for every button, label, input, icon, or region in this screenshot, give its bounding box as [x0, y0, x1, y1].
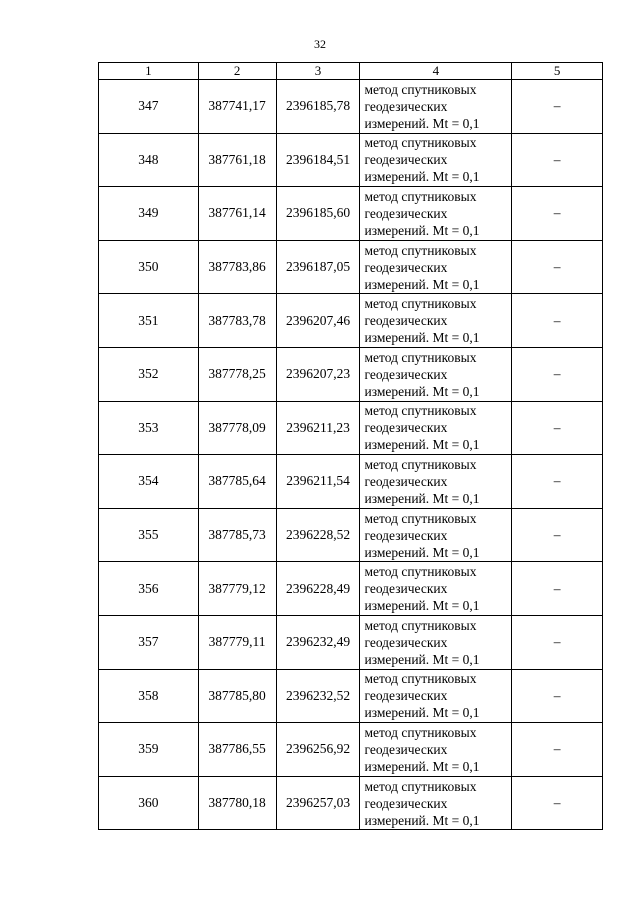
- note-cell: –: [512, 80, 603, 134]
- point-number-cell: 348: [99, 133, 199, 187]
- method-line: измерений. Mt = 0,1: [364, 812, 480, 828]
- method-line: метод спутниковых: [364, 564, 477, 580]
- table-body: [99, 80, 603, 830]
- method-line: измерений. Mt = 0,1: [364, 383, 480, 399]
- note-cell: –: [512, 455, 603, 509]
- table-header-row: [99, 63, 603, 80]
- method-cell: [360, 508, 512, 562]
- method-line: метод спутниковых: [364, 617, 477, 633]
- method-line: геодезических: [364, 741, 448, 757]
- table-row: [99, 455, 603, 509]
- x-coordinate-cell: 387780,18: [198, 776, 276, 830]
- method-line: геодезических: [364, 634, 448, 650]
- method-line: измерений. Mt = 0,1: [364, 705, 480, 721]
- point-number-cell: 353: [99, 401, 199, 455]
- point-number-cell: 350: [99, 240, 199, 294]
- method-cell: [360, 776, 512, 830]
- method-cell: [360, 347, 512, 401]
- column-header-3: 3: [276, 63, 360, 80]
- coordinates-table: [98, 62, 603, 830]
- y-coordinate-cell: 2396228,52: [276, 508, 360, 562]
- y-coordinate-cell: 2396256,92: [276, 723, 360, 777]
- method-line: метод спутниковых: [364, 510, 477, 526]
- method-line: геодезических: [364, 795, 448, 811]
- note-cell: –: [512, 187, 603, 241]
- method-cell: [360, 723, 512, 777]
- table-row: [99, 508, 603, 562]
- note-cell: –: [512, 294, 603, 348]
- x-coordinate-cell: 387786,55: [198, 723, 276, 777]
- method-line: геодезических: [364, 527, 448, 543]
- method-line: метод спутниковых: [364, 81, 477, 97]
- method-line: геодезических: [364, 313, 448, 329]
- table-row: [99, 401, 603, 455]
- x-coordinate-cell: 387761,14: [198, 187, 276, 241]
- method-cell: [360, 240, 512, 294]
- method-cell: [360, 669, 512, 723]
- note-cell: –: [512, 615, 603, 669]
- method-line: измерений. Mt = 0,1: [364, 651, 480, 667]
- y-coordinate-cell: 2396185,78: [276, 80, 360, 134]
- method-line: измерений. Mt = 0,1: [364, 437, 480, 453]
- method-line: метод спутниковых: [364, 778, 477, 794]
- method-line: геодезических: [364, 152, 448, 168]
- method-line: геодезических: [364, 259, 448, 275]
- note-cell: –: [512, 508, 603, 562]
- table-row: [99, 347, 603, 401]
- method-line: измерений. Mt = 0,1: [364, 490, 480, 506]
- point-number-cell: 349: [99, 187, 199, 241]
- y-coordinate-cell: 2396207,23: [276, 347, 360, 401]
- column-header-1: 1: [99, 63, 199, 80]
- point-number-cell: 356: [99, 562, 199, 616]
- y-coordinate-cell: 2396232,52: [276, 669, 360, 723]
- method-cell: [360, 455, 512, 509]
- method-line: метод спутниковых: [364, 671, 477, 687]
- point-number-cell: 354: [99, 455, 199, 509]
- method-line: измерений. Mt = 0,1: [364, 758, 480, 774]
- y-coordinate-cell: 2396257,03: [276, 776, 360, 830]
- method-line: измерений. Mt = 0,1: [364, 544, 480, 560]
- method-line: метод спутниковых: [364, 135, 477, 151]
- method-cell: [360, 187, 512, 241]
- table-row: [99, 133, 603, 187]
- x-coordinate-cell: 387778,09: [198, 401, 276, 455]
- note-cell: –: [512, 669, 603, 723]
- x-coordinate-cell: 387779,11: [198, 615, 276, 669]
- page-number: 32: [314, 37, 326, 51]
- note-cell: –: [512, 347, 603, 401]
- note-cell: –: [512, 723, 603, 777]
- method-line: измерений. Mt = 0,1: [364, 169, 480, 185]
- method-line: геодезических: [364, 581, 448, 597]
- note-cell: –: [512, 776, 603, 830]
- y-coordinate-cell: 2396228,49: [276, 562, 360, 616]
- method-line: геодезических: [364, 205, 448, 221]
- method-line: измерений. Mt = 0,1: [364, 330, 480, 346]
- y-coordinate-cell: 2396211,23: [276, 401, 360, 455]
- method-cell: [360, 133, 512, 187]
- note-cell: –: [512, 240, 603, 294]
- method-cell: [360, 615, 512, 669]
- table-row: [99, 187, 603, 241]
- table-row: [99, 615, 603, 669]
- point-number-cell: 351: [99, 294, 199, 348]
- point-number-cell: 347: [99, 80, 199, 134]
- point-number-cell: 357: [99, 615, 199, 669]
- table-row: [99, 80, 603, 134]
- x-coordinate-cell: 387741,17: [198, 80, 276, 134]
- y-coordinate-cell: 2396211,54: [276, 455, 360, 509]
- x-coordinate-cell: 387783,78: [198, 294, 276, 348]
- method-line: геодезических: [364, 473, 448, 489]
- table-row: [99, 669, 603, 723]
- method-line: геодезических: [364, 420, 448, 436]
- y-coordinate-cell: 2396187,05: [276, 240, 360, 294]
- method-line: измерений. Mt = 0,1: [364, 115, 480, 131]
- x-coordinate-cell: 387779,12: [198, 562, 276, 616]
- column-header-4: 4: [360, 63, 512, 80]
- method-line: метод спутниковых: [364, 724, 477, 740]
- method-line: метод спутниковых: [364, 296, 477, 312]
- method-cell: [360, 294, 512, 348]
- y-coordinate-cell: 2396207,46: [276, 294, 360, 348]
- method-line: геодезических: [364, 98, 448, 114]
- column-header-5: 5: [512, 63, 603, 80]
- x-coordinate-cell: 387761,18: [198, 133, 276, 187]
- note-cell: –: [512, 562, 603, 616]
- method-cell: [360, 401, 512, 455]
- x-coordinate-cell: 387785,80: [198, 669, 276, 723]
- y-coordinate-cell: 2396232,49: [276, 615, 360, 669]
- table-row: [99, 562, 603, 616]
- note-cell: –: [512, 133, 603, 187]
- x-coordinate-cell: 387778,25: [198, 347, 276, 401]
- x-coordinate-cell: 387785,64: [198, 455, 276, 509]
- point-number-cell: 352: [99, 347, 199, 401]
- note-cell: –: [512, 401, 603, 455]
- method-line: геодезических: [364, 688, 448, 704]
- method-line: метод спутниковых: [364, 403, 477, 419]
- point-number-cell: 358: [99, 669, 199, 723]
- point-number-cell: 359: [99, 723, 199, 777]
- y-coordinate-cell: 2396184,51: [276, 133, 360, 187]
- method-line: геодезических: [364, 366, 448, 382]
- x-coordinate-cell: 387783,86: [198, 240, 276, 294]
- table-row: [99, 776, 603, 830]
- point-number-cell: 360: [99, 776, 199, 830]
- point-number-cell: 355: [99, 508, 199, 562]
- method-line: метод спутниковых: [364, 188, 477, 204]
- table-row: [99, 240, 603, 294]
- x-coordinate-cell: 387785,73: [198, 508, 276, 562]
- y-coordinate-cell: 2396185,60: [276, 187, 360, 241]
- method-line: измерений. Mt = 0,1: [364, 222, 480, 238]
- column-header-2: 2: [198, 63, 276, 80]
- table-row: [99, 723, 603, 777]
- method-line: метод спутниковых: [364, 349, 477, 365]
- method-line: метод спутниковых: [364, 242, 477, 258]
- method-cell: [360, 80, 512, 134]
- table-row: [99, 294, 603, 348]
- method-cell: [360, 562, 512, 616]
- method-line: измерений. Mt = 0,1: [364, 598, 480, 614]
- method-line: измерений. Mt = 0,1: [364, 276, 480, 292]
- method-line: метод спутниковых: [364, 456, 477, 472]
